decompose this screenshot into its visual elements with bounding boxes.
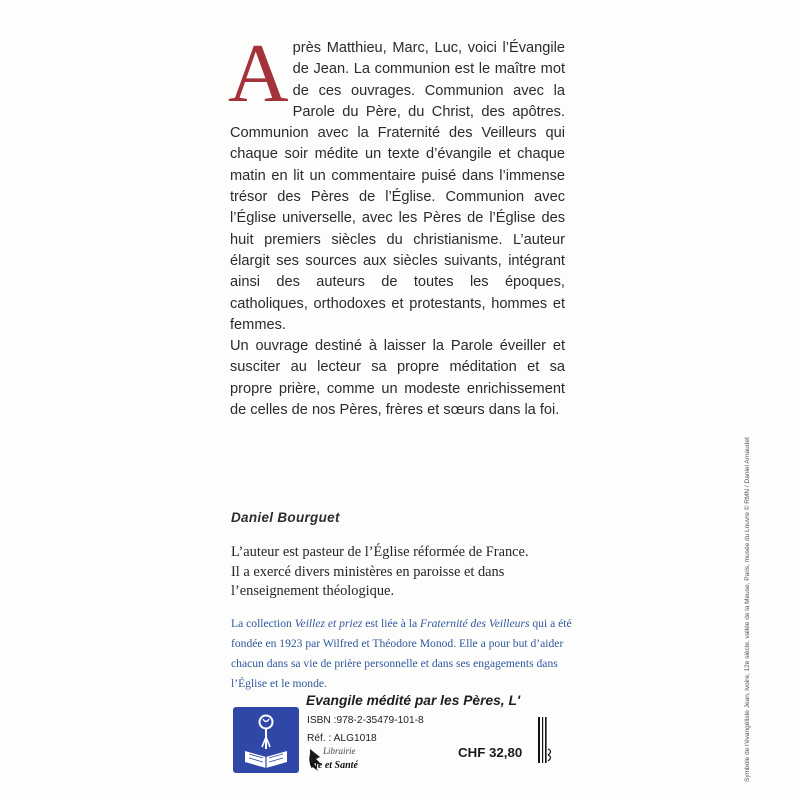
publisher-logo [233, 707, 299, 773]
author-bio-line: Il a exercé divers ministères en paroisse et dans [231, 563, 505, 580]
author-bio-line: l’enseignement théologique. [231, 583, 395, 599]
collection-note [231, 614, 576, 694]
barcode-fragment [538, 717, 554, 763]
author-name: Daniel Bourguet [231, 510, 340, 525]
product-title: Evangile médité par les Pères, L' [306, 693, 521, 708]
library-name-bold: Vie et Santé [309, 760, 358, 771]
collection-text: La collection [231, 617, 295, 630]
fraternity-name: Fraternité des Veilleurs [420, 617, 530, 630]
intro-paragraph-1 [228, 27, 565, 336]
author-bio-line: L’auteur est pasteur de l’Église réformée de France. [231, 544, 529, 560]
collection-text: est liée à la [362, 617, 420, 630]
price: CHF 32,80 [458, 745, 523, 760]
author-bio [231, 543, 571, 602]
intro-paragraph-2: Un ouvrage destiné à laisser la Parole éveiller et susciter au lecteur sa propre méditation et sa propre prière, comme un modeste enrichissement de celles de nos Pères, frères et sœurs dans la foi. [230, 338, 565, 419]
open-book-icon [233, 707, 299, 773]
intro-text [228, 27, 565, 421]
collection-text: qui a été fondée en 1923 par Wilfred et Théodore Monod. Elle a pour but d’aider chacun dans sa vie de prière personnelle et dans ses engagements dans l’Église et le monde. [231, 617, 572, 690]
library-name: Librairie [323, 746, 356, 756]
reference-number: Réf. : ALG1018 [307, 733, 377, 744]
drop-cap: A [228, 27, 289, 120]
intro-paragraph-1-text: près Matthieu, Marc, Luc, voici l’Évangile de Jean. La communion est le maître mot de ces ouvrages. Communion avec la Parole du Père, du Christ, des apôtres. Communion avec la Fraternité des Veilleurs qui chaque soir médite un texte d’évangile et chaque matin en lit un commentaire puisé dans l’immense trésor des Pères de l’Église. Communion avec l’Église universelle, avec les Pères de l’Église des huit premiers siècles du christianisme. L’auteur élargit ses sources aux siècles suivants, intégrant ainsi des auteurs de toutes les époques, catholiques, orthodoxes et protestants, hommes et femmes. [230, 40, 565, 333]
series-name: Veillez et priez [294, 617, 363, 630]
image-credit: Symbole de l’évangéliste Jean, ivoire, 12e siècle, vallée de la Meuse, Paris, musée du Louvre © RMN / Daniel Arnaudet [744, 437, 751, 782]
isbn: ISBN :978-2-35479-101-8 [307, 715, 424, 726]
